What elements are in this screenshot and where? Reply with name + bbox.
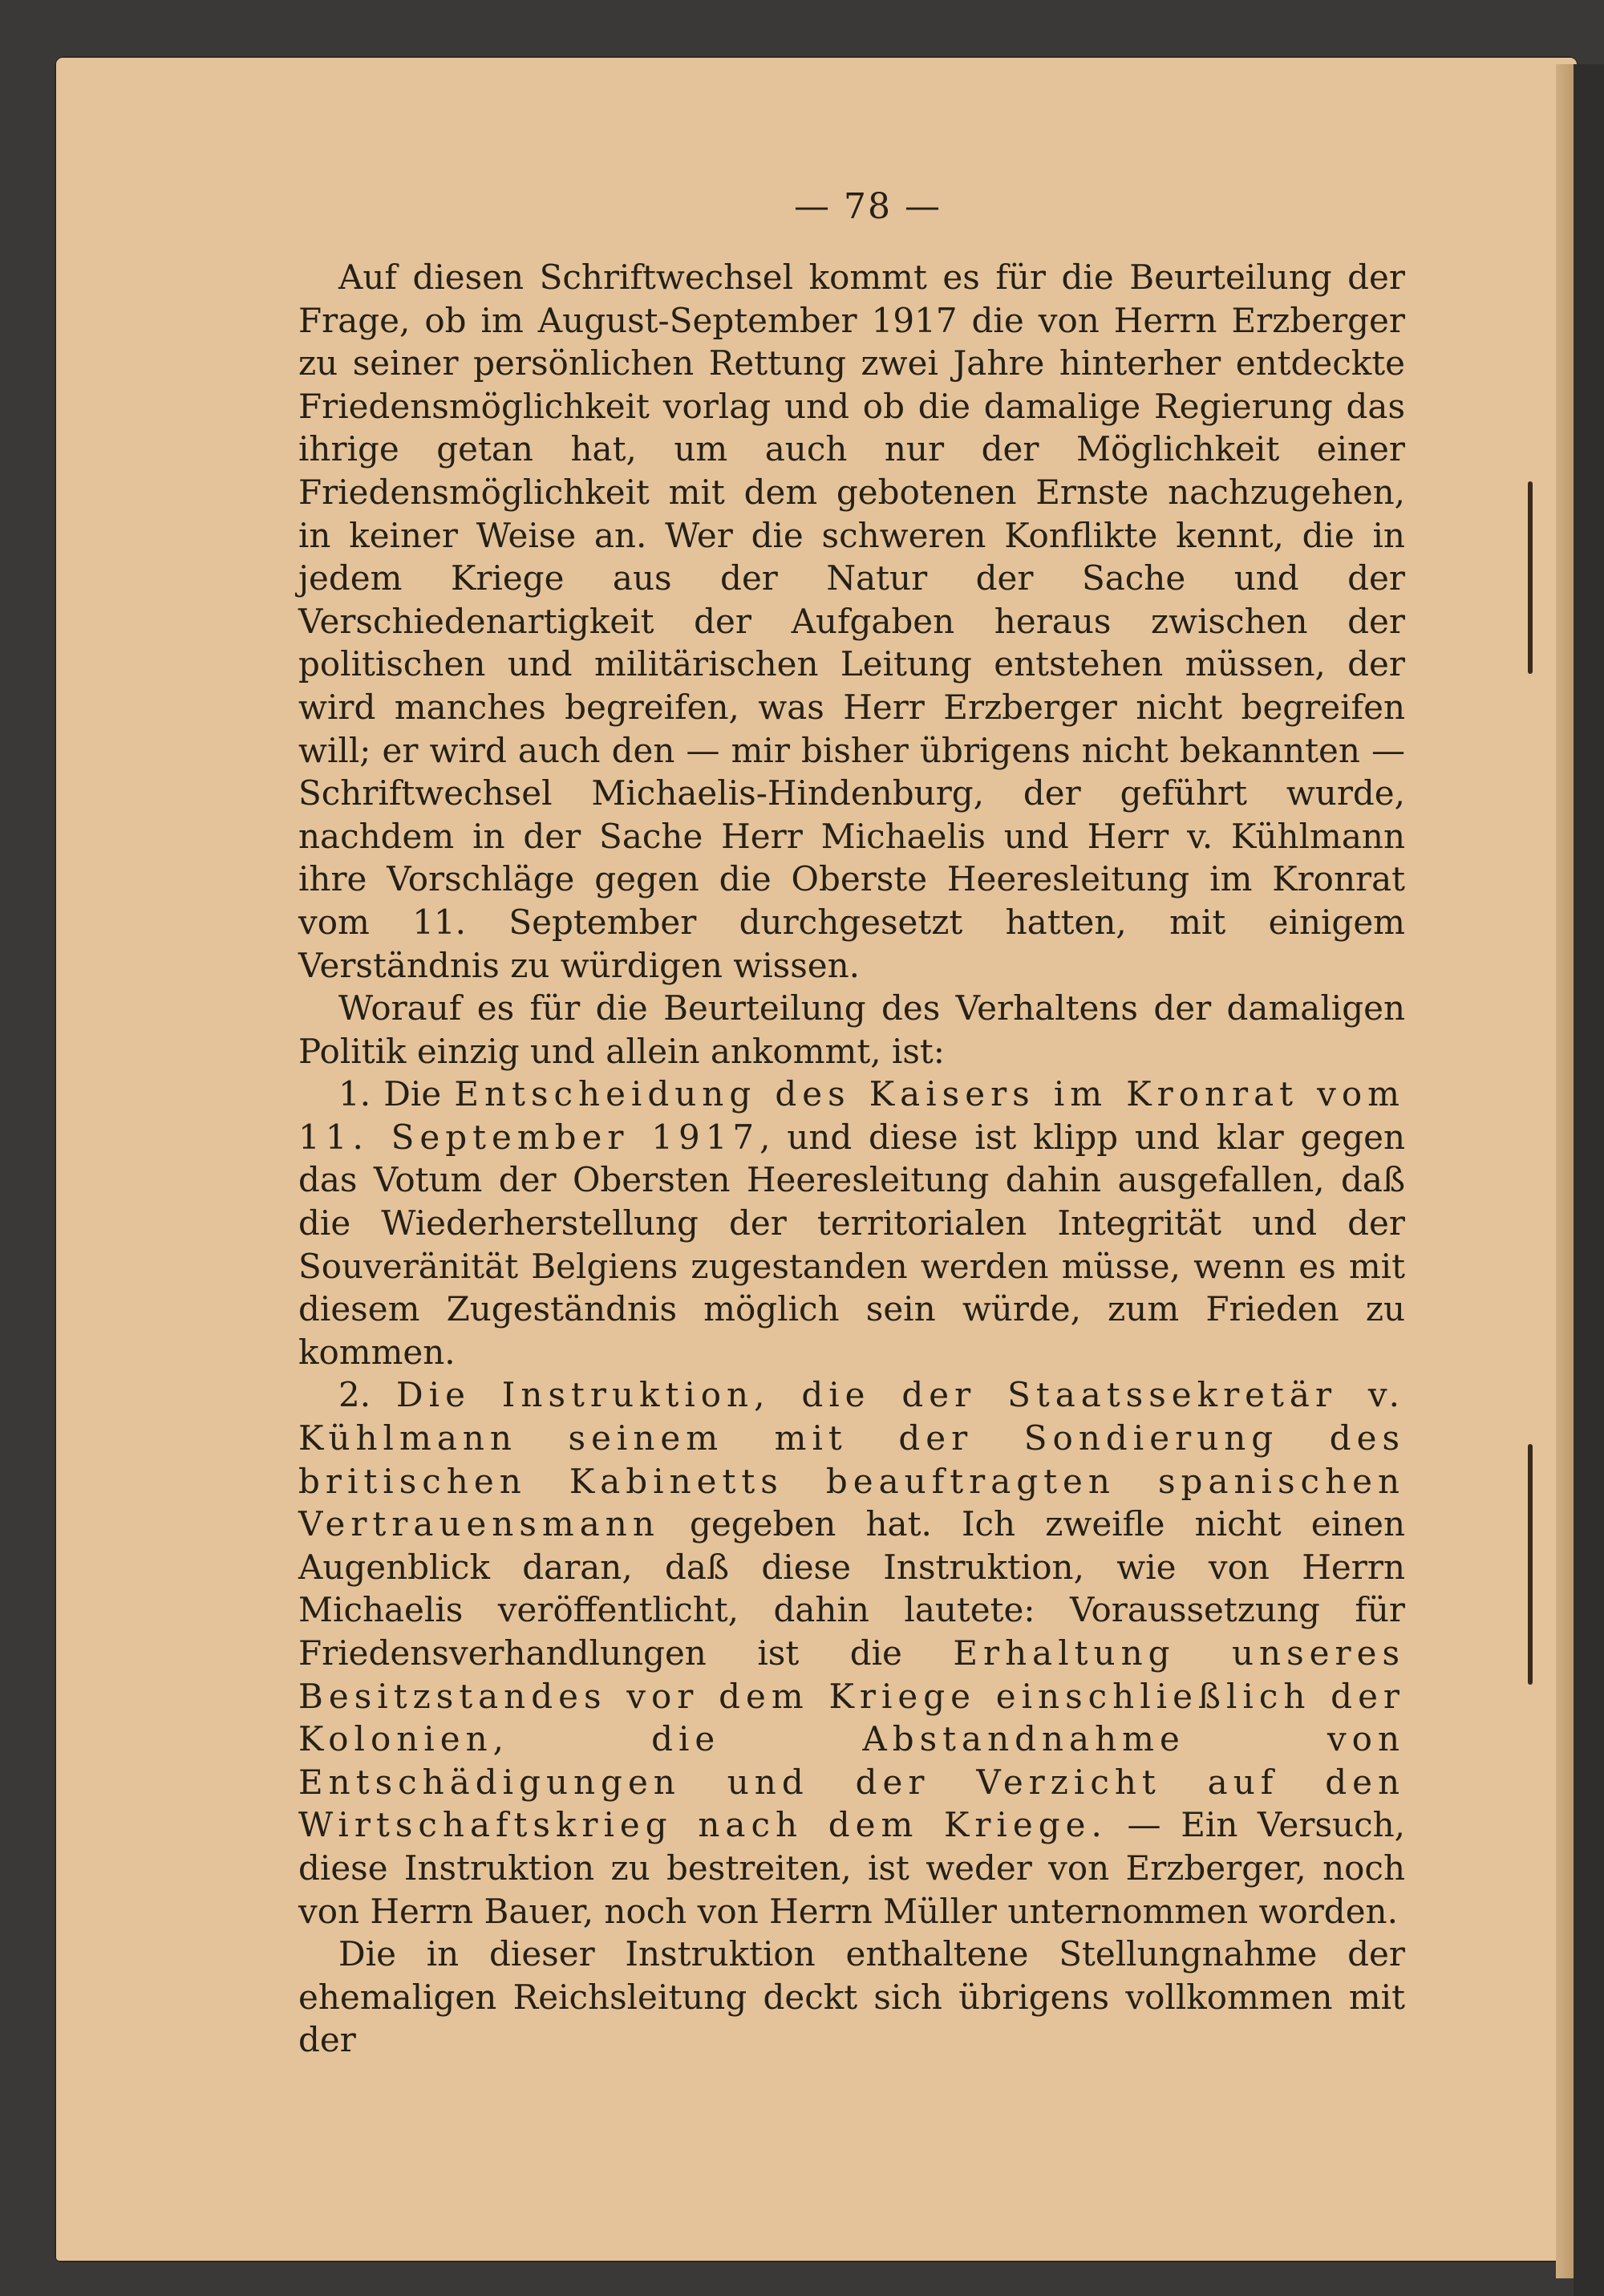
list-item	[298, 1373, 1405, 1933]
list-item-number: 1.	[338, 1074, 371, 1114]
emphasized-text: Entscheidung des Kaisers im Kronrat vom 11. September 1917	[298, 1074, 1406, 1157]
paragraph: Worauf es für die Beurteilung des Verhaltens der damaligen Politik einzig und allein ankommt, ist:	[298, 988, 1405, 1071]
item-lead: Die	[383, 1074, 442, 1114]
item-text: — Ein Versuch, diese Instruktion zu bestreiten, ist weder von Erzberger, noch von Herrn Bauer, noch von Herrn Müller unternommen worden.	[298, 1805, 1405, 1931]
item-text: , und diese ist klipp und klar gegen das Votum der Obersten Heeresleitung dahin ausgefallen, daß die Wiederherstellung der territorialen Integrität und der Souveränität Belgiens zugestanden werden müsse, wenn es mit diesem Zugeständnis möglich sein würde, zum Frieden zu kommen.	[298, 1117, 1405, 1372]
binding-thread	[1528, 1444, 1533, 1685]
book-spine	[1574, 64, 1604, 2296]
emphasized-text: Die Instruktion, die der Staatssekretär v. Kühlmann seinem mit der Sondierung des britischen Kabinetts beauftragten spanischen Vertrauensmann	[298, 1375, 1405, 1544]
paragraph: Die in dieser Instruktion enthaltene Stellungnahme der ehemaligen Reichsleitung deckt sich übrigens vollkommen mit der	[298, 1934, 1405, 2060]
paragraph: Auf diesen Schriftwechsel kommt es für die Beurteilung der Frage, ob im August-September 1917 die von Herrn Erzberger zu seiner persönlichen Rettung zwei Jahre hinterher entdeckte Friedensmöglichkeit vorlag und ob die damalige Regierung das ihrige getan hat, um auch nur der Möglichkeit einer Friedensmöglichkeit mit dem gebotenen Ernste nachzugehen, in keiner Weise an. Wer die schweren Konflikte kennt, die in jedem Kriege aus der Natur der Sache und der Verschiedenartigkeit der Aufgaben heraus zwischen der politischen und militärischen Leitung entstehen müssen, der wird manches begreifen, was Herr Erzberger nicht begreifen will; er wird auch den — mir bisher übrigens nicht bekannten — Schriftwechsel Michaelis-Hindenburg, der geführt wurde, nachdem in der Sache Herr Michaelis und Herr v. Kühlmann ihre Vorschläge gegen die Oberste Heeresleitung im Kronrat vom 11. September durchgesetzt hatten, mit einigem Verständnis zu würdigen wissen.	[298, 258, 1405, 985]
page-number: — 78 —	[794, 186, 942, 227]
list-item	[298, 1073, 1405, 1373]
emphasized-text: Erhaltung unseres Besitzstandes vor dem Kriege einschließlich der Kolonien, die Abstandnahme von Entschädigungen und der Verzicht auf den Wirtschaftskrieg nach dem Kriege.	[298, 1633, 1406, 1845]
list-item-number: 2.	[338, 1375, 371, 1415]
item-text: gegeben hat. Ich zweifle nicht einen Augenblick daran, daß diese Instruktion, wie von Herrn Michaelis veröffentlicht, dahin lautete: Voraussetzung für Friedensverhandlungen ist die	[298, 1504, 1405, 1673]
binding-thread	[1528, 481, 1533, 674]
page-content	[298, 186, 1405, 2062]
